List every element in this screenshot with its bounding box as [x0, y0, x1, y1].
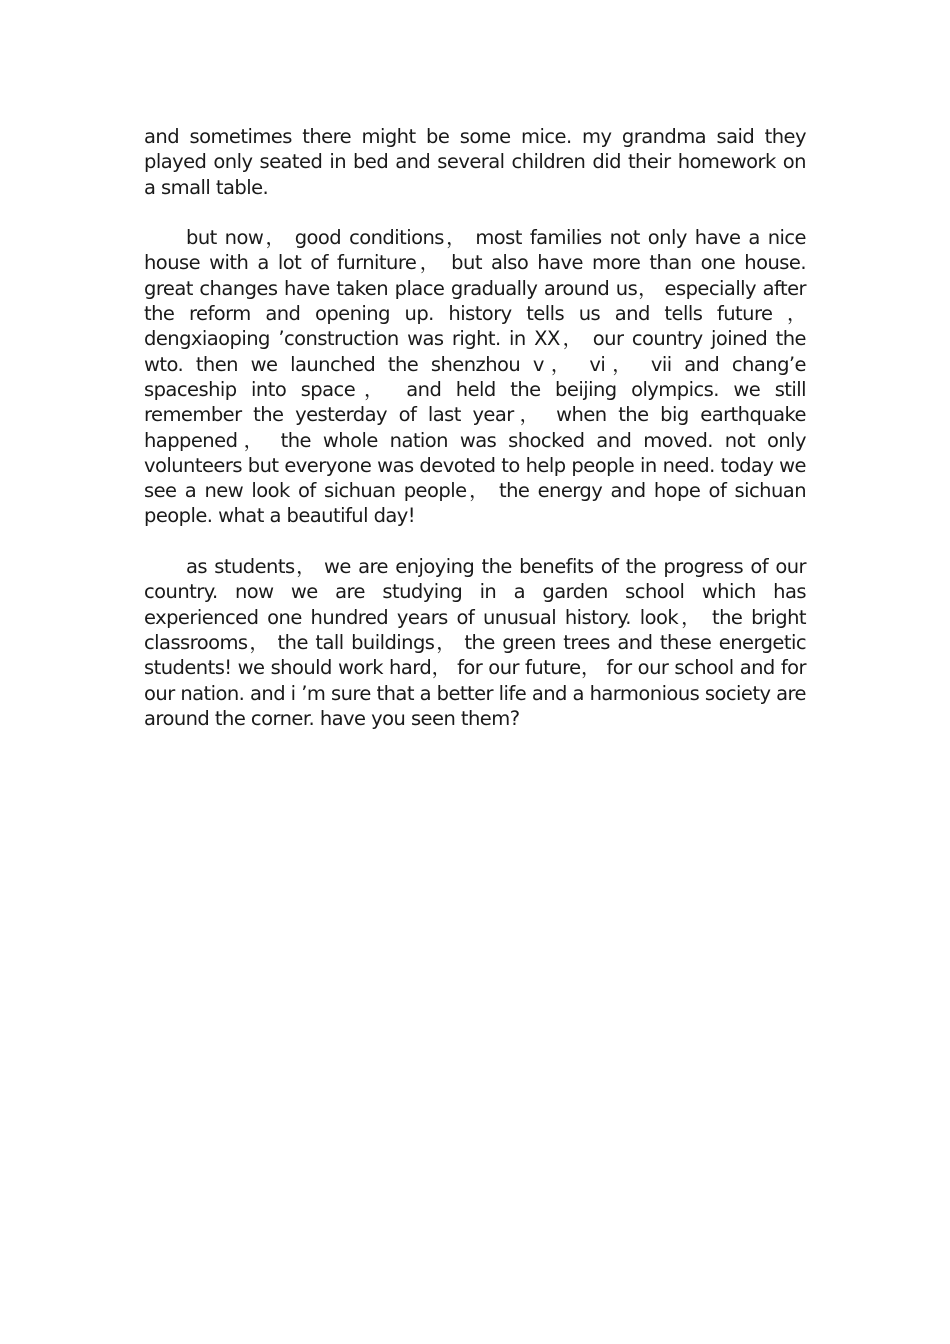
paragraph-3: as students， we are enjoying the benefits of the progress of our country. now we are studying in a garden school which has experienced one hundred years of unusual history. look， the bright classrooms， the tall buildings， the green trees and these energetic students! we should work hard， for our future， for our school and for our nation. and i ’m sure that a better life and a harmonious society are around the corner. have you seen them? — [144, 555, 806, 730]
paragraph-1: and sometimes there might be some mice. my grandma said they played only seated in bed and several children did their homework on a small table. — [144, 125, 806, 199]
paragraph-2: but now， good conditions， most families not only have a nice house with a lot of furniture， but also have more than one house. great changes have taken place gradually around us， especially after the reform and opening up. history tells us and tells future ， dengxiaoping ’construction was right. in XX， our country joined the wto. then we launched the shenzhou v， vi， vii and chang’e spaceship into space， and held the beijing olympics. we still remember the yesterday of last year， when the big earthquake happened， the whole nation was shocked and moved. not only volunteers but everyone was devoted to help people in need. today we see a new look of sichuan people， the energy and hope of sichuan people. what a beautiful day! — [144, 226, 806, 528]
body-text — [144, 124, 806, 756]
